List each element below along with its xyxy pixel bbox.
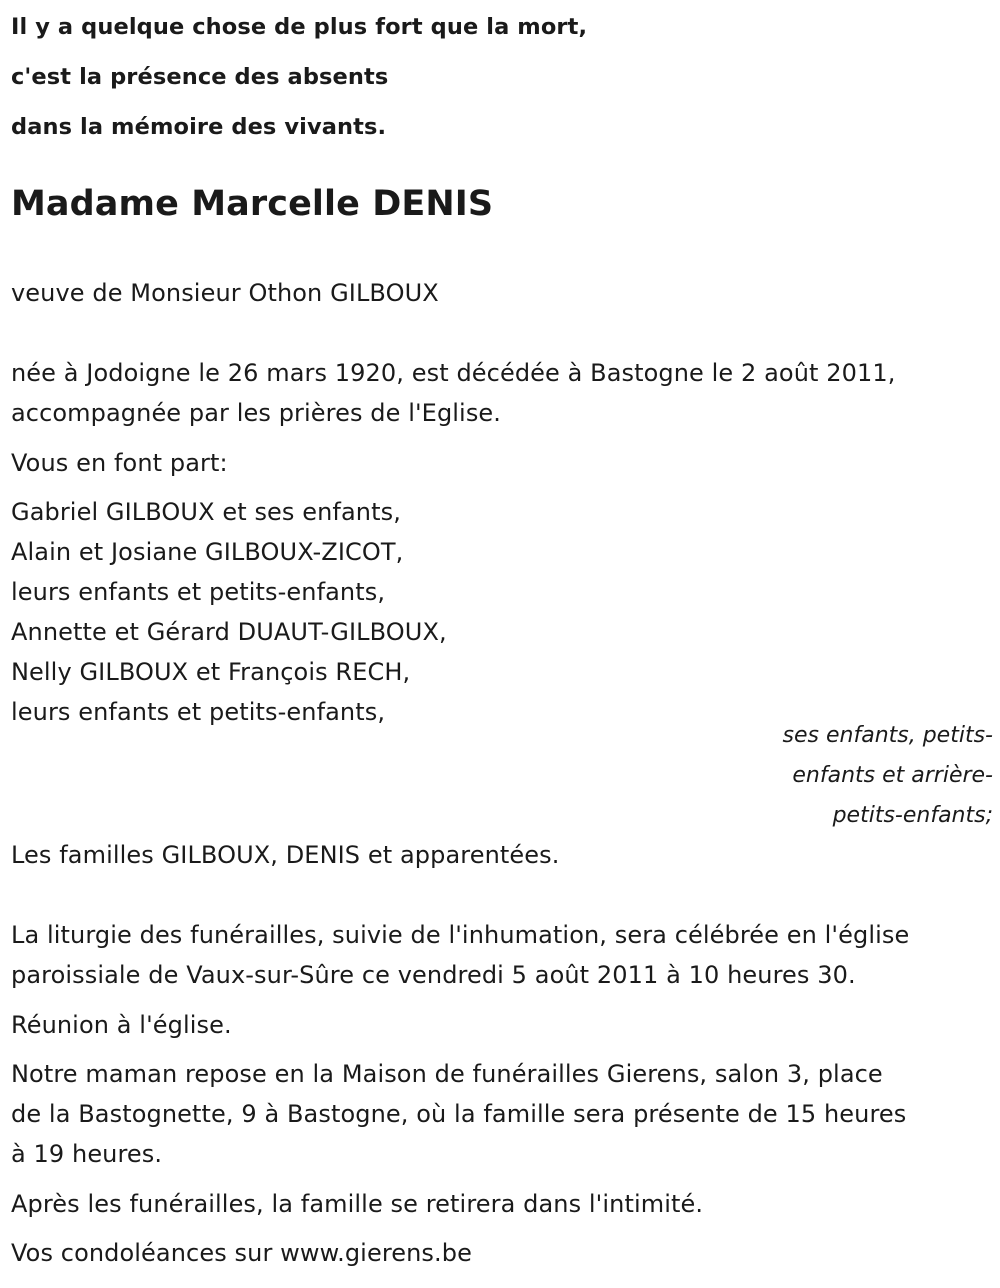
grandchildren-line-3: petits-enfants; bbox=[832, 803, 993, 828]
family-list-item: leurs enfants et petits-enfants, bbox=[11, 578, 386, 606]
family-list-item: Gabriel GILBOUX et ses enfants, bbox=[11, 498, 401, 526]
family-list-item: Annette et Gérard DUAUT-GILBOUX, bbox=[11, 618, 447, 646]
family-list-item: Nelly GILBOUX et François RECH, bbox=[11, 658, 411, 686]
after-funeral-line: Après les funérailles, la famille se retirera dans l'intimité. bbox=[11, 1190, 704, 1218]
liturgy-line-1: La liturgie des funérailles, suivie de l'inhumation, sera célébrée en l'église bbox=[11, 921, 910, 949]
liturgy-line-2: paroissiale de Vaux-sur-Sûre ce vendredi 5 août 2011 à 10 heures 30. bbox=[11, 961, 856, 989]
rest-line-1: Notre maman repose en la Maison de funérailles Gierens, salon 3, place bbox=[11, 1060, 883, 1088]
widow-of-line: veuve de Monsieur Othon GILBOUX bbox=[11, 279, 439, 307]
birth-death-line-1: née à Jodoigne le 26 mars 1920, est décédée à Bastogne le 2 août 2011, bbox=[11, 359, 896, 387]
obituary-notice bbox=[11, 0, 993, 1288]
quote-line-2: c'est la présence des absents bbox=[11, 64, 389, 90]
families-line: Les familles GILBOUX, DENIS et apparentées. bbox=[11, 841, 560, 869]
grandchildren-line-2: enfants et arrière- bbox=[792, 763, 993, 788]
meeting-line: Réunion à l'église. bbox=[11, 1011, 232, 1039]
family-list-item: leurs enfants et petits-enfants, bbox=[11, 698, 386, 726]
announce-line: Vous en font part: bbox=[11, 449, 228, 477]
rest-line-3: à 19 heures. bbox=[11, 1140, 163, 1168]
birth-death-line-2: accompagnée par les prières de l'Eglise. bbox=[11, 399, 502, 427]
deceased-name-title: Madame Marcelle DENIS bbox=[11, 184, 494, 224]
grandchildren-line-1: ses enfants, petits- bbox=[782, 723, 993, 748]
quote-line-1: Il y a quelque chose de plus fort que la mort, bbox=[11, 14, 588, 40]
condolences-line: Vos condoléances sur www.gierens.be bbox=[11, 1239, 472, 1267]
family-list-item: Alain et Josiane GILBOUX-ZICOT, bbox=[11, 538, 404, 566]
rest-line-2: de la Bastognette, 9 à Bastogne, où la famille sera présente de 15 heures bbox=[11, 1100, 907, 1128]
quote-line-3: dans la mémoire des vivants. bbox=[11, 114, 387, 140]
